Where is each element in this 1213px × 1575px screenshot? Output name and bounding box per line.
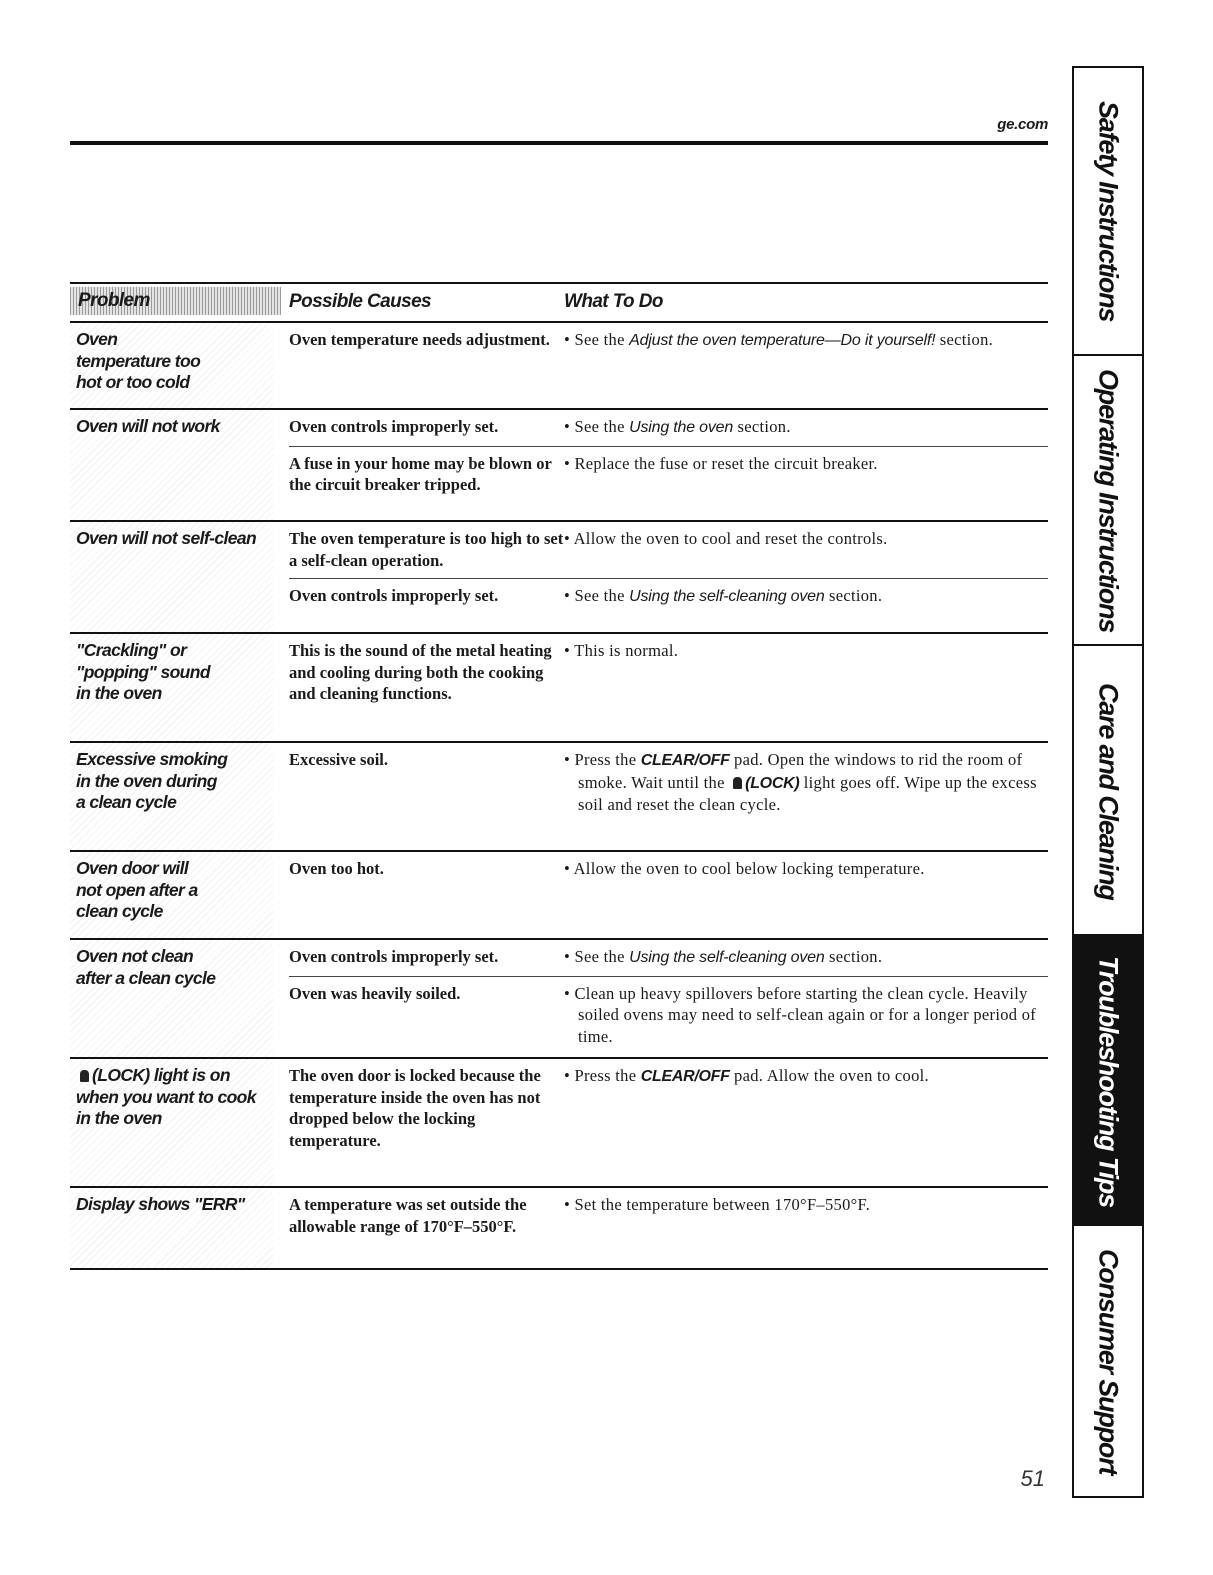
what-to-do: • See the Using the self-cleaning oven section. xyxy=(564,586,883,605)
cause-entry xyxy=(289,852,1048,887)
tab-label: Care and Cleaning xyxy=(1093,682,1124,900)
problem-line xyxy=(76,528,273,550)
possible-cause: This is the sound of the metal heating and cooling during both the cooking and cleaning functions. xyxy=(289,641,552,703)
problem-text: Oven will not work xyxy=(76,416,220,436)
possible-cause: Oven controls improperly set. xyxy=(289,417,499,436)
problem-line xyxy=(76,329,273,351)
page-number: 51 xyxy=(1020,1466,1045,1491)
tab-consumer-support[interactable] xyxy=(1074,1224,1142,1498)
problem-cell xyxy=(70,410,273,520)
possible-cause: Oven was heavily soiled. xyxy=(289,983,461,1003)
cause-entry xyxy=(289,1188,1048,1244)
problem-text: a clean cycle xyxy=(76,792,177,812)
possible-cause: Oven controls improperly set. xyxy=(289,947,499,966)
problem-cell xyxy=(70,743,273,850)
cause-entry xyxy=(289,446,1048,503)
tab-troubleshooting-tips[interactable] xyxy=(1074,934,1142,1226)
cause-entry xyxy=(289,410,1048,446)
section-reference: Using the oven xyxy=(629,419,734,436)
cause-entry xyxy=(289,743,1048,823)
problem-text: Excessive smoking xyxy=(76,749,228,769)
tab-safety-instructions[interactable] xyxy=(1074,68,1142,354)
problem-line xyxy=(76,683,273,705)
problem-line xyxy=(76,968,273,990)
cause-entry xyxy=(289,578,1048,615)
tab-care-and-cleaning[interactable] xyxy=(1074,644,1142,936)
what-to-do: • See the Adjust the oven temperature—Do it yourself! section. xyxy=(564,330,994,349)
problem-text: Oven door will xyxy=(76,858,189,878)
top-rule xyxy=(70,141,1048,145)
cause-entry xyxy=(289,634,1048,712)
lock-icon xyxy=(80,1070,89,1082)
problem-text: in the oven during xyxy=(76,770,217,791)
problem-column-header: Problem xyxy=(70,287,281,315)
problem-cell xyxy=(70,940,273,1057)
problem-text: in the oven xyxy=(76,1108,162,1128)
possible-cause: Oven too hot. xyxy=(289,859,384,878)
problem-line xyxy=(76,880,273,902)
cause-entry xyxy=(289,522,1048,578)
table-row xyxy=(70,743,1048,852)
pad-name: (LOCK) xyxy=(745,774,800,792)
what-to-do: • Press the CLEAR/OFF pad. Allow the oven to cool. xyxy=(564,1066,929,1085)
problem-text: (LOCK) light is on xyxy=(92,1065,230,1085)
possible-cause: Excessive soil. xyxy=(289,750,388,769)
problem-text: Oven not clean xyxy=(76,946,194,966)
problem-text: clean cycle xyxy=(76,901,163,921)
what-to-do: • Allow the oven to cool below locking temperature. xyxy=(564,859,925,878)
problem-text: Oven will not self-clean xyxy=(76,528,257,548)
problem-line xyxy=(76,946,273,968)
troubleshooting-table xyxy=(70,282,1048,1270)
problem-line xyxy=(76,1065,273,1087)
table-row xyxy=(70,1059,1048,1188)
tab-label: Operating Instructions xyxy=(1093,369,1124,633)
problem-line xyxy=(76,771,273,793)
problem-cell xyxy=(70,1059,273,1186)
possible-cause: Oven controls improperly set. xyxy=(289,586,499,605)
tab-label: Safety Instructions xyxy=(1093,100,1124,322)
causes-column-header: Possible Causes xyxy=(289,291,432,312)
problem-text: Display shows "ERR" xyxy=(76,1194,245,1214)
what-to-do: • Clean up heavy spillovers before starting the clean cycle. Heavily soiled ovens may need to self-clean again or for a longer period of time. xyxy=(564,983,1037,1046)
table-row xyxy=(70,1188,1048,1270)
what-to-do: • See the Using the self-cleaning oven section. xyxy=(564,947,883,966)
section-tabs xyxy=(1072,66,1144,1498)
problem-text: "popping" sound xyxy=(76,661,210,682)
problem-text: when you want to cook xyxy=(76,1086,256,1107)
problem-line xyxy=(76,858,273,880)
tab-label: Consumer Support xyxy=(1093,1249,1124,1475)
table-row xyxy=(70,522,1048,634)
problem-line xyxy=(76,416,273,438)
possible-cause: A fuse in your home may be blown or the circuit breaker tripped. xyxy=(289,453,552,494)
problem-line xyxy=(76,1087,273,1109)
what-to-do: • See the Using the oven section. xyxy=(564,417,791,436)
possible-cause: The oven temperature is too high to set a self-clean operation. xyxy=(289,529,564,570)
tab-operating-instructions[interactable] xyxy=(1074,354,1142,646)
pad-name: CLEAR/OFF xyxy=(640,1068,730,1085)
problem-cell xyxy=(70,522,273,632)
pad-name: CLEAR/OFF xyxy=(640,752,730,769)
problem-cell xyxy=(70,1188,273,1268)
todo-column-header: What To Do xyxy=(564,291,663,312)
table-row xyxy=(70,323,1048,410)
what-to-do: • This is normal. xyxy=(564,641,679,660)
possible-cause: Oven temperature needs adjustment. xyxy=(289,330,550,349)
problem-text: Oven xyxy=(76,329,118,349)
problem-line xyxy=(76,662,273,684)
problem-line xyxy=(76,640,273,662)
cause-entry xyxy=(289,323,1048,359)
problem-line xyxy=(76,901,273,923)
problem-line xyxy=(76,792,273,814)
problem-line xyxy=(76,372,273,394)
cause-entry xyxy=(289,940,1048,976)
table-row xyxy=(70,410,1048,522)
tab-label: Troubleshooting Tips xyxy=(1093,955,1124,1207)
table-header xyxy=(70,284,1048,323)
problem-line xyxy=(76,749,273,771)
table-row xyxy=(70,940,1048,1059)
problem-cell xyxy=(70,634,273,741)
problem-text: after a clean cycle xyxy=(76,967,216,988)
problem-text: not open after a xyxy=(76,879,198,900)
lock-icon xyxy=(733,777,742,789)
table-row xyxy=(70,852,1048,940)
problem-line xyxy=(76,351,273,373)
section-reference: Using the self-cleaning oven xyxy=(629,949,825,966)
problem-text: in the oven xyxy=(76,683,162,703)
what-to-do: • Press the CLEAR/OFF pad. Open the windows to rid the room of smoke. Wait until the (LOCK) light goes off. Wipe up the excess soil and reset the clean cycle. xyxy=(564,750,1037,814)
section-reference: Using the self-cleaning oven xyxy=(629,588,825,605)
possible-cause: A temperature was set outside the allowable range of 170°F–550°F. xyxy=(289,1195,527,1236)
problem-text: "Crackling" or xyxy=(76,640,187,660)
problem-text: hot or too cold xyxy=(76,372,190,392)
cause-entry xyxy=(289,976,1048,1055)
what-to-do: • Set the temperature between 170°F–550°F. xyxy=(564,1195,871,1214)
table-body xyxy=(70,323,1048,1270)
table-row xyxy=(70,634,1048,743)
cause-entry xyxy=(289,1059,1048,1158)
problem-cell xyxy=(70,323,273,408)
problem-text: temperature too xyxy=(76,350,201,371)
possible-cause: The oven door is locked because the temperature inside the oven has not dropped below the locking temperature. xyxy=(289,1066,541,1150)
site-url: ge.com xyxy=(997,116,1048,133)
what-to-do: • Allow the oven to cool and reset the controls. xyxy=(564,529,888,548)
problem-line xyxy=(76,1108,273,1130)
section-reference: Adjust the oven temperature—Do it yourself! xyxy=(629,332,936,349)
what-to-do: • Replace the fuse or reset the circuit breaker. xyxy=(564,453,878,473)
problem-cell xyxy=(70,852,273,938)
problem-line xyxy=(76,1194,273,1216)
